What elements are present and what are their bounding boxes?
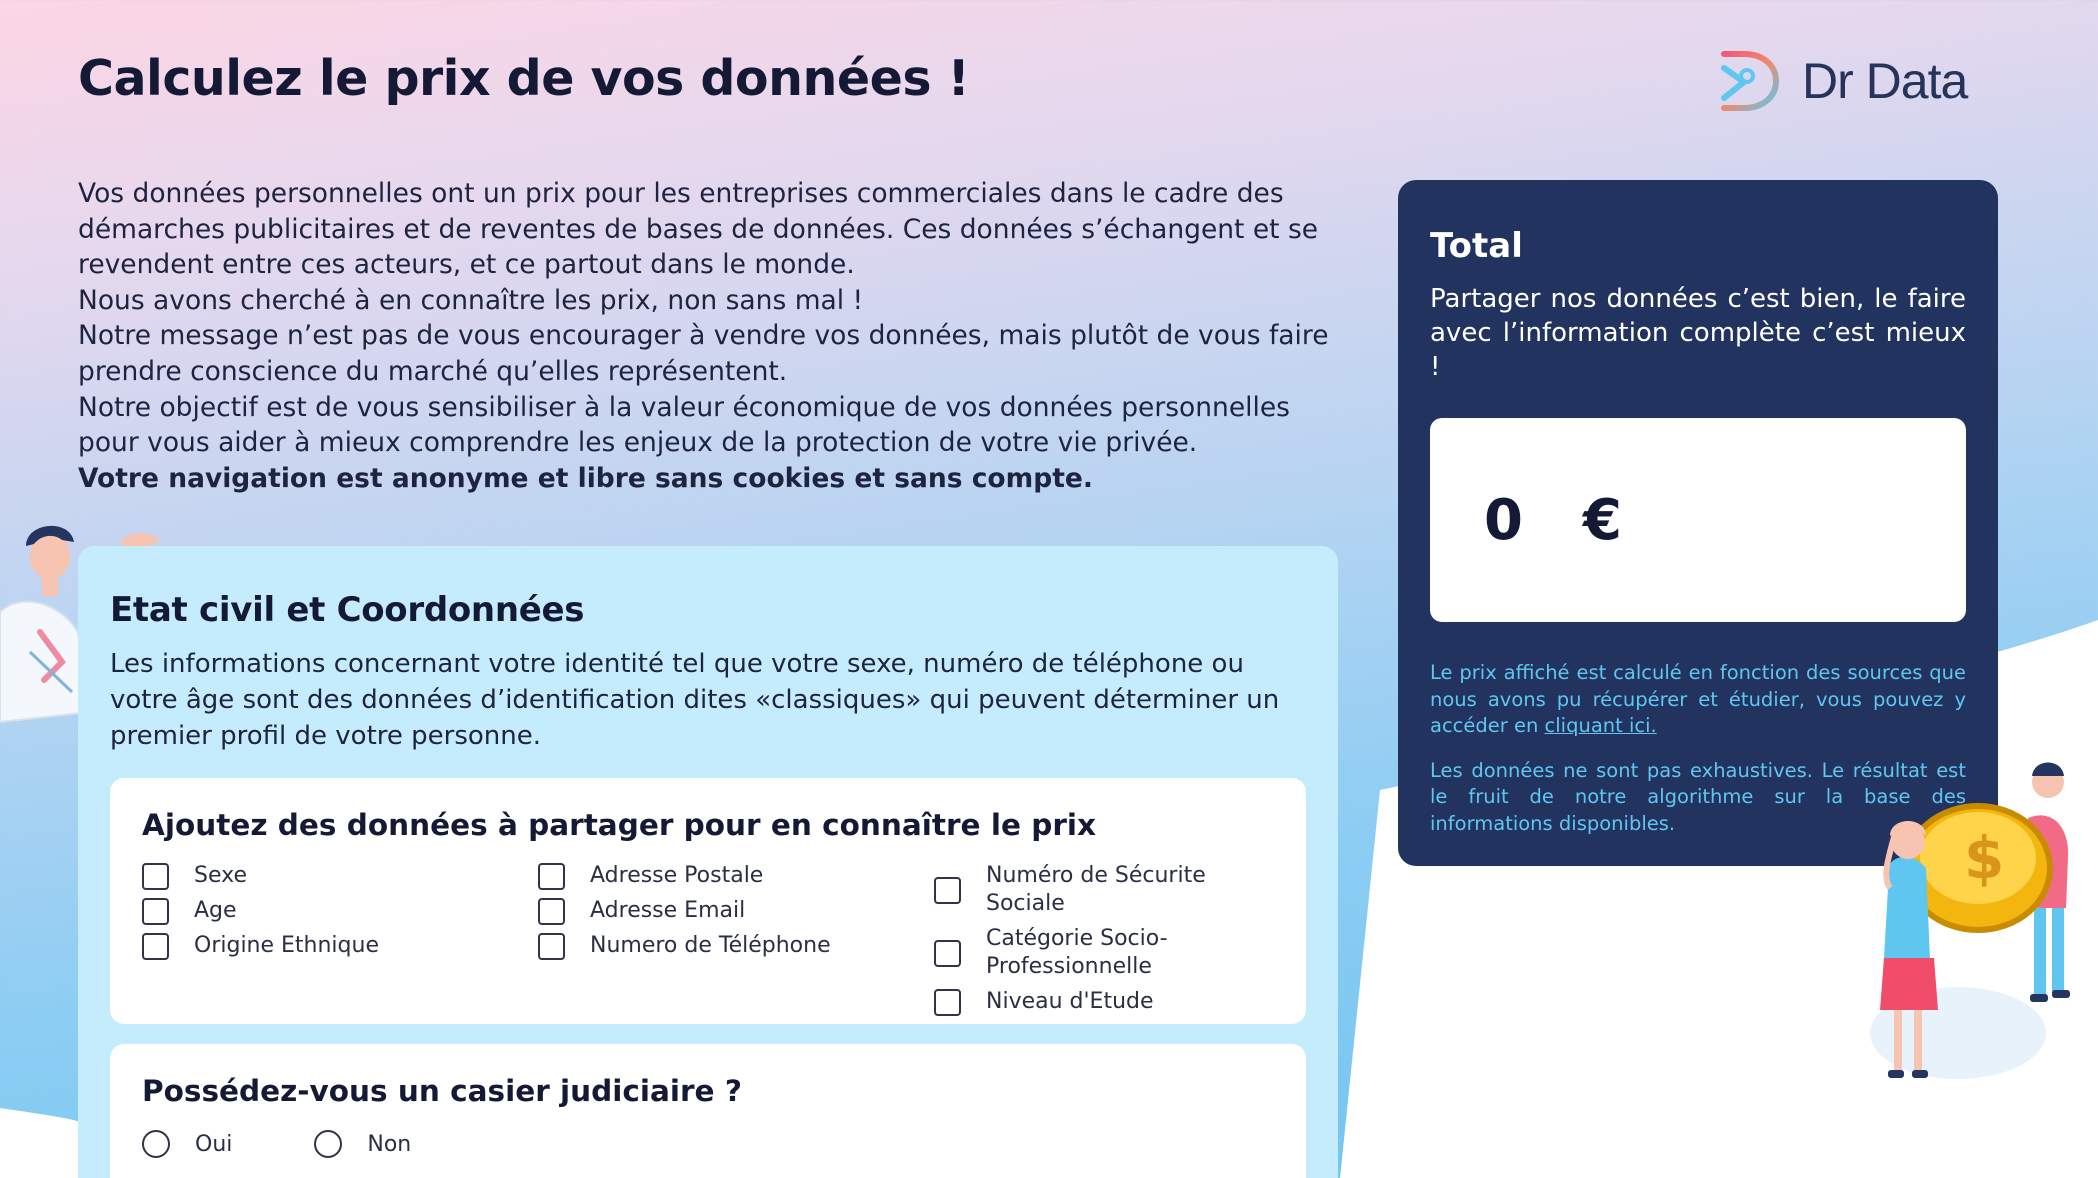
data-column-1 [142,862,538,1023]
option-numero-telephone[interactable] [538,932,934,960]
logo[interactable] [1714,46,1967,116]
checkbox[interactable] [934,940,961,967]
data-column-2 [538,862,934,1023]
intro-paragraph-5: Votre navigation est anonyme et libre sans cookies et sans compte. [78,462,1093,494]
coin-people-illustration-icon [1838,718,2098,1098]
option-adresse-postale[interactable] [538,862,934,890]
option-label: Niveau d'Etude [986,989,1154,1014]
option-age[interactable] [142,897,538,925]
checkbox[interactable] [538,863,565,890]
option-label: Sexe [194,863,247,888]
checkbox[interactable] [142,933,169,960]
radio-non[interactable] [314,1130,411,1158]
disclaimer-note: Les données ne sont pas exhaustives. Le résultat est le fruit de notre algorithme sur la base des informations disponibles. [1430,758,1966,835]
option-categorie-socio-professionnelle[interactable] [934,925,1274,981]
option-origine-ethnique[interactable] [142,932,538,960]
etat-civil-section [78,546,1338,1178]
option-label: Numero de Téléphone [590,933,831,958]
section-title: Etat civil et Coordonnées [110,590,585,630]
data-selection-title: Ajoutez des données à partager pour en connaître le prix [142,808,1097,842]
option-label: Catégorie Socio-Professionnelle [986,926,1168,979]
option-label: Age [194,898,237,923]
data-selection-card [110,778,1306,1024]
section-description: Les informations concernant votre identité tel que votre sexe, numéro de téléphone ou votre âge sont des données d’identification dites «classiques» qui peuvent déterminer un premier profil de votre personne. [110,649,1280,751]
intro-text [78,176,1348,496]
radio-oui[interactable] [142,1130,232,1158]
checkbox[interactable] [538,898,565,925]
intro-paragraph-2: Nous avons cherché à en connaître les prix, non sans mal ! [78,284,864,316]
data-column-3 [934,862,1274,1023]
option-sexe[interactable] [142,862,538,890]
radio-button[interactable] [142,1130,170,1158]
option-label: Adresse Email [590,898,746,923]
checkbox[interactable] [934,877,961,904]
checkbox[interactable] [538,933,565,960]
checkbox[interactable] [934,989,961,1016]
option-label: Numéro de Sécurite Sociale [986,863,1206,916]
total-tagline: Partager nos données c’est bien, le faire avec l’information complète c’est mieux ! [1430,284,1966,382]
dr-data-logo-icon [1714,46,1784,116]
option-label: Adresse Postale [590,863,764,888]
currency-symbol: € [1582,487,1622,553]
radio-button[interactable] [314,1130,342,1158]
radio-label: Non [367,1131,412,1157]
option-niveau-etude[interactable] [934,988,1274,1016]
criminal-record-card [110,1044,1306,1178]
note-text: Le prix affiché est calculé en fonction des sources que nous avons pu récupérer et étudier, vous pouvez y accéder en [1430,661,1966,737]
page-title: Calculez le prix de vos données ! [78,50,970,107]
intro-paragraph-4: Notre objectif est de vous sensibiliser à la valeur économique de vos données personnelles pour vous aider à mieux comprendre les enjeux de la protection de votre vie privée. [78,391,1290,459]
option-label: Origine Ethnique [194,933,379,958]
intro-paragraph-3: Notre message n’est pas de vous encourager à vendre vos données, mais plutôt de vous faire prendre conscience du marché qu’elles représentent. [78,320,1329,387]
total-title: Total [1430,226,1523,266]
checkbox[interactable] [142,898,169,925]
criminal-record-question: Possédez-vous un casier judiciaire ? [142,1074,742,1108]
radio-label: Oui [195,1131,233,1157]
option-adresse-email[interactable] [538,897,934,925]
sources-link[interactable]: cliquant ici. [1544,714,1657,737]
option-securite-sociale[interactable] [934,862,1274,918]
checkbox[interactable] [142,863,169,890]
svg-text:$: $ [1964,824,2005,892]
intro-paragraph-1: Vos données personnelles ont un prix pour les entreprises commerciales dans le cadre des démarches publicitaires et de reventes de bases de données. Ces données s’échangent et se revendent entre ces acteurs, et ce partout dans le monde. [78,178,1319,281]
logo-text: Dr Data [1802,53,1968,109]
total-value: 0 [1484,487,1523,553]
total-price-box [1430,418,1966,622]
